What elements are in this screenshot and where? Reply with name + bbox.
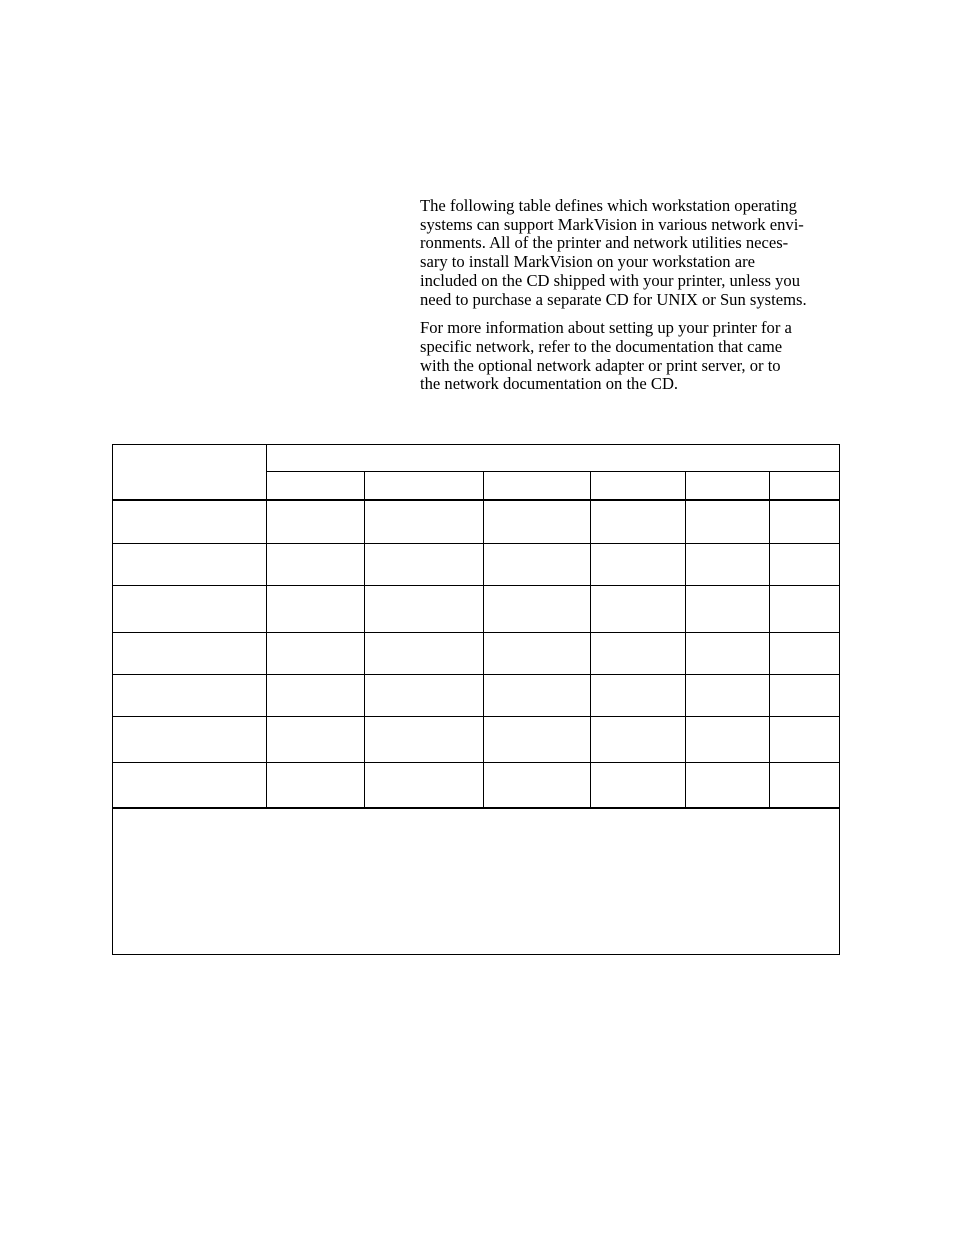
table-cell	[594, 636, 681, 670]
column-divider	[483, 471, 484, 808]
table-cell	[270, 766, 360, 804]
header-divider	[266, 471, 840, 472]
table-cell	[594, 766, 681, 804]
table-cell	[487, 636, 586, 670]
column-header	[689, 475, 765, 496]
table-cell	[368, 636, 479, 670]
table-cell	[487, 766, 586, 804]
table-cell	[594, 504, 681, 539]
table-cell	[487, 504, 586, 539]
intro-line: specific network, refer to the documentation that came	[420, 336, 783, 356]
column-divider	[590, 471, 591, 808]
intro-line: included on the CD shipped with your printer, unless you	[420, 270, 801, 290]
intro-text	[420, 197, 840, 404]
table-footnote	[120, 816, 832, 947]
table-cell	[773, 766, 836, 804]
row-divider	[112, 632, 840, 633]
table-cell	[368, 547, 479, 581]
column-divider	[769, 471, 770, 808]
table-cell	[594, 589, 681, 628]
row-label	[116, 678, 262, 712]
row-label	[116, 547, 262, 581]
column-header	[487, 475, 586, 496]
table-cell	[487, 678, 586, 712]
table-cell	[270, 589, 360, 628]
table-cell	[368, 678, 479, 712]
table-cell	[487, 547, 586, 581]
table-cell	[773, 589, 836, 628]
table-cell	[773, 636, 836, 670]
row-divider	[112, 674, 840, 675]
table-cell	[487, 589, 586, 628]
table-cell	[270, 678, 360, 712]
table-cell	[773, 547, 836, 581]
table-cell	[270, 720, 360, 758]
table-border-left	[112, 444, 113, 955]
table-cell	[368, 504, 479, 539]
intro-line: the network documentation on the CD.	[420, 374, 679, 394]
table-cell	[270, 636, 360, 670]
intro-line: with the optional network adapter or print server, or to	[420, 355, 781, 375]
table-cell	[487, 720, 586, 758]
row-label	[116, 589, 262, 628]
table-cell	[368, 589, 479, 628]
row-label	[116, 720, 262, 758]
support-table	[112, 444, 840, 955]
table-border-bottom	[112, 954, 840, 955]
table-cell	[689, 678, 765, 712]
intro-paragraph	[420, 319, 840, 394]
table-cell	[270, 547, 360, 581]
table-cell	[773, 678, 836, 712]
table-cell	[594, 720, 681, 758]
row-label	[116, 766, 262, 804]
table-cell	[594, 678, 681, 712]
column-divider	[685, 471, 686, 808]
table-cell	[594, 547, 681, 581]
intro-line: The following table defines which workstation operating	[420, 196, 797, 215]
row-divider	[112, 543, 840, 544]
row-label	[116, 636, 262, 670]
table-cell	[689, 720, 765, 758]
column-header	[270, 475, 360, 496]
row-label	[116, 504, 262, 539]
row-divider	[112, 762, 840, 763]
body-rule-thick	[112, 807, 840, 809]
header-rule-thick	[112, 499, 840, 501]
row-divider	[112, 585, 840, 586]
column-divider	[266, 444, 267, 808]
intro-line: ronments. All of the printer and network utilities neces-	[420, 233, 789, 253]
table-cell	[368, 766, 479, 804]
table-border-top	[112, 444, 840, 445]
intro-paragraph	[420, 197, 840, 309]
row-divider	[112, 716, 840, 717]
table-cell	[689, 504, 765, 539]
table-cell	[689, 766, 765, 804]
intro-line: systems can support MarkVision in various network envi-	[420, 214, 804, 234]
column-header	[773, 475, 836, 496]
table-cell	[270, 504, 360, 539]
table-cell	[689, 636, 765, 670]
intro-line: need to purchase a separate CD for UNIX or Sun systems.	[420, 289, 807, 309]
intro-line: sary to install MarkVision on your workstation are	[420, 252, 755, 272]
column-header	[368, 475, 479, 496]
table-cell	[689, 589, 765, 628]
header-group-label	[270, 448, 836, 467]
table-cell	[368, 720, 479, 758]
table-cell	[773, 720, 836, 758]
table-border-right	[839, 444, 840, 955]
column-divider	[364, 471, 365, 808]
intro-line: For more information about setting up your printer for a	[420, 318, 792, 338]
table-cell	[689, 547, 765, 581]
table-cell	[773, 504, 836, 539]
column-header	[594, 475, 681, 496]
